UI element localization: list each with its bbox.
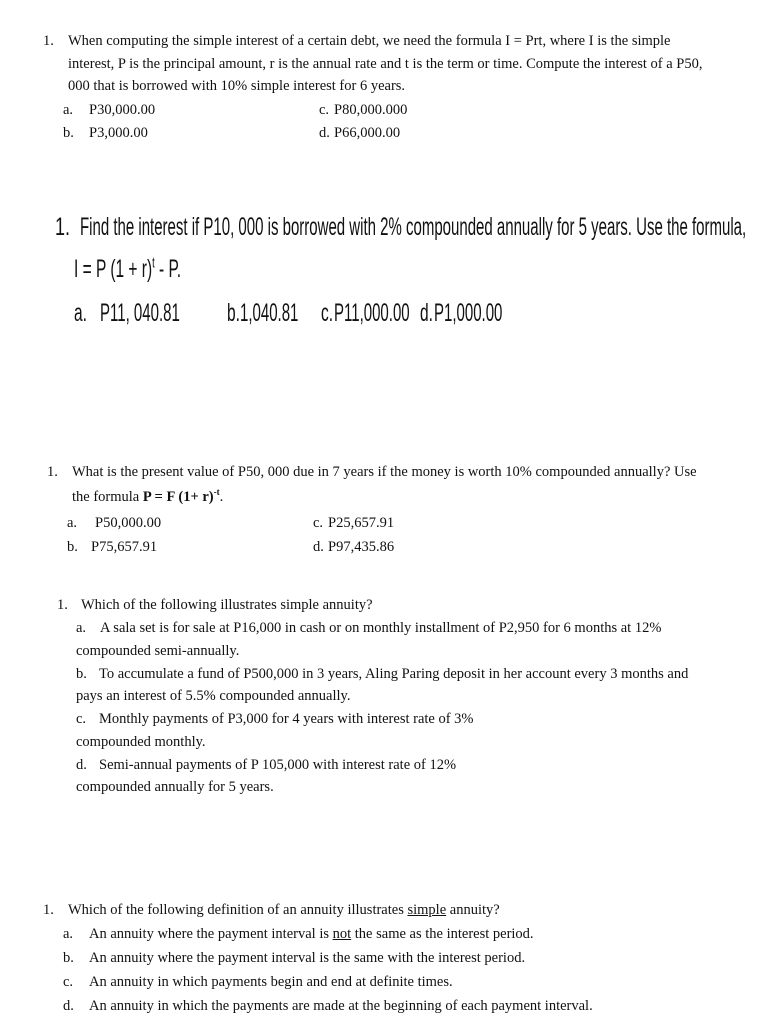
emphasis-simple: simple xyxy=(407,902,447,918)
option-text: P75,657.91 xyxy=(91,539,158,555)
formula xyxy=(74,250,181,288)
option-letter: a. xyxy=(67,515,78,531)
option-letter: c. xyxy=(63,974,74,990)
option-text: P50,000.00 xyxy=(95,515,162,531)
question-text-line: What is the present value of P50, 000 due in 7 years if the money is worth 10% compounded annually? Use xyxy=(72,464,697,480)
question-number: 1. xyxy=(57,597,68,613)
option-letter: d. xyxy=(76,756,87,773)
option-text xyxy=(89,922,534,946)
option-letter: b. xyxy=(67,539,78,555)
option-text: An annuity in which the payments are made at the beginning of each payment interval. xyxy=(89,998,593,1014)
question-number: 1. xyxy=(47,464,58,480)
option-text: P25,657.91 xyxy=(328,515,395,531)
question-text-line: When computing the simple interest of a certain debt, we need the formula I = Prt, where I is the simple xyxy=(68,33,671,49)
option-text: An annuity in which payments begin and end at definite times. xyxy=(89,974,453,990)
option-text-end: the same as the interest period. xyxy=(351,926,534,942)
option-letter: c. xyxy=(313,515,324,531)
option-text: P3,000.00 xyxy=(89,125,148,141)
option-text: P80,000.000 xyxy=(334,102,408,118)
option-text: A sala set is for sale at P16,000 in cash or on monthly installment of P2,950 for 6 months at 12% xyxy=(100,620,662,636)
question-text-line: Find the interest if P10, 000 is borrowed with 2% compounded annually for 5 years. Use the formula, xyxy=(80,213,747,241)
option-letter: a. xyxy=(76,620,87,636)
formula-exponent: t xyxy=(152,254,155,272)
option-letter: d. xyxy=(63,998,74,1014)
formula-lead: the formula xyxy=(72,489,143,505)
option-letter: c. xyxy=(76,711,87,727)
formula-end: - P. xyxy=(154,255,182,283)
option-text: An annuity where the payment interval is the same with the interest period. xyxy=(89,950,526,966)
option-text: P30,000.00 xyxy=(89,102,156,118)
option-letter: a. xyxy=(63,926,74,942)
formula-main: I = P (1 + r) xyxy=(74,255,153,283)
option-letter: a. xyxy=(74,299,87,327)
question-text-line: interest, P is the principal amount, r is the annual rate and t is the term or time. Compute the interest of a P50, xyxy=(68,55,703,72)
option-text: compounded monthly. xyxy=(76,733,206,750)
option-letter: b. xyxy=(227,299,240,327)
option-text: Monthly payments of P3,000 for 4 years with interest rate of 3% xyxy=(99,711,474,727)
question-number: 1. xyxy=(43,33,54,49)
stem-end: annuity? xyxy=(446,902,500,918)
question-text-line: 000 that is borrowed with 10% simple interest for 6 years. xyxy=(68,78,406,94)
stem-start: Which of the following definition of an annuity illustrates xyxy=(68,902,408,918)
formula-exponent: -t xyxy=(213,487,220,498)
option-letter: b. xyxy=(63,125,74,141)
option-text: P11, 040.81 xyxy=(100,299,180,327)
option-text: P11,000.00 xyxy=(334,299,410,327)
question-text-line: Which of the following illustrates simple annuity? xyxy=(81,597,373,613)
emphasis-not: not xyxy=(332,926,352,942)
option-text: 1,040.81 xyxy=(240,299,299,327)
option-letter: c. xyxy=(319,102,330,118)
option-text: compounded annually for 5 years. xyxy=(76,779,274,795)
option-text: P1,000.00 xyxy=(434,299,503,327)
question-number: 1. xyxy=(43,902,54,918)
option-letter: d. xyxy=(313,539,324,555)
option-text-start: An annuity where the payment interval is xyxy=(89,926,333,942)
option-letter: d. xyxy=(420,299,433,327)
option-letter: b. xyxy=(76,665,87,682)
option-text: P97,435.86 xyxy=(328,539,395,555)
formula-period: . xyxy=(219,489,224,505)
option-text: Semi-annual payments of P 105,000 with interest rate of 12% xyxy=(99,756,457,773)
question-text-line xyxy=(68,898,500,922)
option-letter: c. xyxy=(321,299,334,327)
option-text: compounded semi-annually. xyxy=(76,642,240,659)
option-letter: a. xyxy=(63,102,74,118)
formula: P = F (1+ r) xyxy=(142,489,214,505)
option-text: To accumulate a fund of P500,000 in 3 years, Aling Paring deposit in her account every 3 months and xyxy=(99,665,689,682)
option-text: pays an interest of 5.5% compounded annually. xyxy=(76,688,351,704)
option-text: P66,000.00 xyxy=(334,125,401,141)
question-text-line xyxy=(72,486,223,509)
option-letter: b. xyxy=(63,950,74,966)
question-number: 1. xyxy=(55,213,71,241)
option-letter: d. xyxy=(319,125,330,141)
